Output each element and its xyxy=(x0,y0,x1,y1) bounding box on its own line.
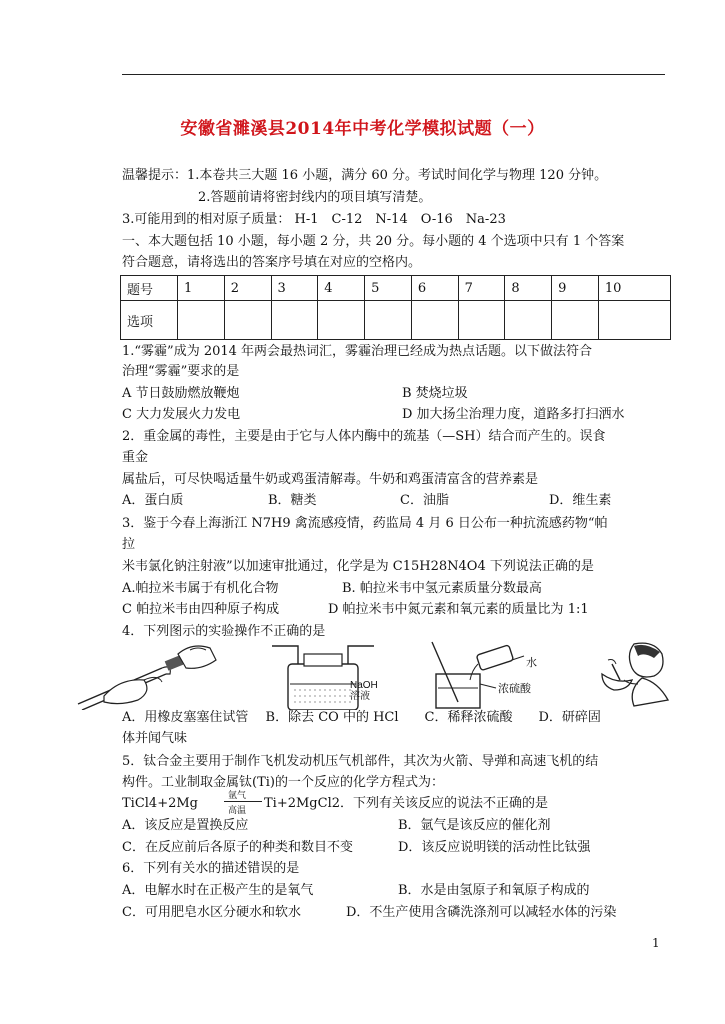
answer-number-cell: 10 xyxy=(598,276,670,301)
q5-option-c: C．在反应前后各原子的种类和数目不变 xyxy=(122,840,353,855)
q2-option-d: D．维生素 xyxy=(549,493,612,508)
q5-option-b: B．氩气是该反应的催化剂 xyxy=(398,818,551,833)
section1-line-2: 符合题意，请将选出的答案序号填在对应的空格内。 xyxy=(122,255,422,270)
q1-stem-1: 1.“雾霾”成为 2014 年两会最热词汇，雾霾治理已经成为热点话题。以下做法符合 xyxy=(122,344,593,359)
q3-stem-1: 3．鉴于今春上海浙江 N7H9 禽流感疫情，药监局 4 月 6 日公布一种抗流感药物“帕 xyxy=(122,516,608,531)
answer-number-cell: 1 xyxy=(178,276,225,301)
q5-option-a: A．该反应是置换反应 xyxy=(122,818,249,833)
answer-table-header-row xyxy=(121,276,671,301)
q3-option-b: B. 帕拉米韦中氢元素质量分数最高 xyxy=(342,581,542,596)
water-label: 水 xyxy=(526,656,537,669)
answer-number-cell: 5 xyxy=(365,276,412,301)
header-rule xyxy=(122,74,665,75)
dilution-figure xyxy=(424,640,534,710)
page-number: 1 xyxy=(652,936,660,950)
q5-stem-2: 构件。工业制取金属钛(Ti)的一个反应的化学方程式为： xyxy=(122,775,444,790)
q5-option-d: D．该反应说明镁的活动性比钛强 xyxy=(398,840,591,855)
q1-option-d: D 加大扬尘治理力度，道路多打扫洒水 xyxy=(402,407,625,422)
answer-number-cell: 8 xyxy=(505,276,552,301)
condition-high-temp: 高温 xyxy=(228,806,247,816)
q2-option-c: C．油脂 xyxy=(400,493,449,508)
answer-table xyxy=(120,275,671,340)
q5-equation-right: Ti+2MgCl2．下列有关该反应的说法不正确的是 xyxy=(264,796,549,811)
page-title: 安徽省濉溪县2014年中考化学模拟试题（一） xyxy=(180,119,545,139)
answer-number-cell: 4 xyxy=(318,276,365,301)
reaction-conditions xyxy=(224,788,264,818)
q5-stem-1: 5．钛合金主要用于制作飞机发动机压气机部件，其次为火箭、导弹和高速飞机的结 xyxy=(122,754,599,769)
answer-number-cell: 9 xyxy=(552,276,599,301)
answer-cell[interactable] xyxy=(271,301,318,340)
q4-options-2: 体并闻气味 xyxy=(122,731,188,746)
section1-line-1: 一、本大题包括 10 小题，每小题 2 分，共 20 分。每小题的 4 个选项中只有 1 个答案 xyxy=(122,234,625,249)
naoh-label: NaOH 溶液 xyxy=(350,680,378,702)
answer-cell[interactable] xyxy=(365,301,412,340)
q6-option-b: B．水是由氢原子和氧原子构成的 xyxy=(398,883,590,898)
answer-cell[interactable] xyxy=(505,301,552,340)
reaction-arrow xyxy=(224,801,262,802)
answer-cell[interactable] xyxy=(552,301,599,340)
q4-stem: 4．下列图示的实验操作不正确的是 xyxy=(122,624,326,639)
q5-equation-left: TiCl4+2Mg xyxy=(122,796,199,811)
q2-option-a: A．蛋白质 xyxy=(122,493,184,508)
tip-line-2: 2.答题前请将密封线内的项目填写清楚。 xyxy=(198,190,432,205)
answer-cell[interactable] xyxy=(411,301,458,340)
q3-option-c: C 帕拉米韦由四种原子构成 xyxy=(122,602,280,617)
acid-label: 浓硫酸 xyxy=(498,682,531,695)
q6-stem: 6．下列有关水的描述错误的是 xyxy=(122,861,300,876)
answer-cell[interactable] xyxy=(178,301,225,340)
tip-line-1: 温馨提示：1.本卷共三大题 16 小题，满分 60 分。考试时间化学与物理 120 分钟。 xyxy=(122,168,608,183)
q2-stem-2: 重金 xyxy=(122,450,149,465)
q4-options-1: A．用橡皮塞塞住试管 B．除去 CO 中的 HCl C．稀释浓硫酸 D．研碎固 xyxy=(122,710,601,725)
answer-table-header-label: 题号 xyxy=(121,276,178,301)
q1-option-a: A 节日鼓励燃放鞭炮 xyxy=(122,386,240,401)
q3-stem-2: 拉 xyxy=(122,537,136,552)
mortar-grinding-figure xyxy=(598,640,674,710)
answer-number-cell: 3 xyxy=(271,276,318,301)
q3-option-a: A.帕拉米韦属于有机化合物 xyxy=(122,581,279,596)
answer-number-cell: 6 xyxy=(411,276,458,301)
q2-option-b: B．糖类 xyxy=(268,493,317,508)
q1-option-c: C 大力发展火力发电 xyxy=(122,407,241,422)
condition-argon: 氩气 xyxy=(228,791,247,801)
q2-stem-1: 2．重金属的毒性，主要是由于它与人体内酶中的巯基（—SH）结合而产生的。误食 xyxy=(122,429,606,444)
answer-table-answer-label: 选项 xyxy=(121,301,178,340)
test-tube-stopper-figure xyxy=(74,640,224,710)
q6-option-c: C．可用肥皂水区分硬水和软水 xyxy=(122,905,301,920)
answer-number-cell: 7 xyxy=(458,276,505,301)
q6-option-a: A．电解水时在正极产生的是氧气 xyxy=(122,883,314,898)
q4-figures xyxy=(74,640,674,712)
answer-cell[interactable] xyxy=(598,301,670,340)
answer-table-answer-row xyxy=(121,301,671,340)
q2-stem-3: 属盐后，可尽快喝适量牛奶或鸡蛋清解毒。牛奶和鸡蛋清富含的营养素是 xyxy=(122,472,539,487)
q1-stem-2: 治理“雾霾”要求的是 xyxy=(122,364,240,379)
q3-option-d: D 帕拉米韦中氮元素和氧元素的质量比为 1:1 xyxy=(328,602,589,617)
tip-line-3: 3.可能用到的相对原子质量： H-1 C-12 N-14 O-16 Na-23 xyxy=(122,212,506,227)
answer-cell[interactable] xyxy=(224,301,271,340)
answer-number-cell: 2 xyxy=(224,276,271,301)
answer-cell[interactable] xyxy=(318,301,365,340)
q3-stem-3: 米韦氯化钠注射液”以加速审批通过，化学是为 C15H28N4O4 下列说法正确的是 xyxy=(122,559,594,574)
q6-option-d: D．不生产使用含磷洗涤剂可以减轻水体的污染 xyxy=(346,905,617,920)
answer-cell[interactable] xyxy=(458,301,505,340)
q1-option-b: B 焚烧垃圾 xyxy=(402,386,468,401)
